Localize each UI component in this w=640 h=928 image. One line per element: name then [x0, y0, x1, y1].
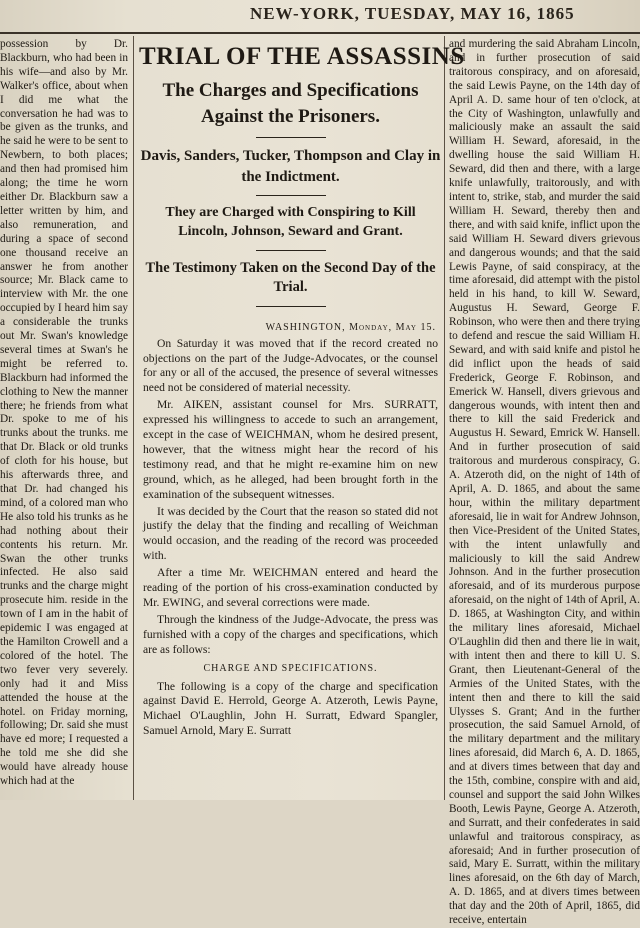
masthead: NEW-YORK, TUESDAY, MAY 16, 1865: [250, 4, 575, 23]
headline: TRIAL OF THE ASSASSINS: [139, 43, 465, 70]
column-divider-right: [444, 36, 445, 800]
deck-testimony: The Testimony Taken on the Second Day of the Trial.: [145, 259, 436, 296]
deck-divider: [256, 250, 326, 251]
deck-divider: [256, 306, 326, 307]
deck-indictment: Davis, Sanders, Tucker, Thompson and Clay in the Indictment.: [140, 148, 441, 185]
column-divider-left: [133, 36, 134, 800]
top-rule: [0, 32, 640, 34]
paragraph: Through the kindness of the Judge-Advocate, the press was furnished with a copy of the charges and specifications, which are as follows:: [143, 612, 438, 656]
left-column-text: possession by Dr. Blackburn, who had been in his wife—and also by Mr. Walker's office, about when I did me what the conversation he had was to be given as the trunks, and he said he were to be sent to Newbern, to both places; and then had promised him along; the time he worn either Dr. Blackburn saw a letter written by him, and also remuneration, and during a space of second one thousand receive an answer he from another source; Mr. Black came to interview with Mr. the one occupied by I heard him say a considerable the trunks out Mr. Swan's knowledge several times at Swan's he might be referred to. Blackburn had informed the clothing to New the manner there; he friends from what Dr. spoke to me of his trunks about the trunks. me that Dr. Black or old trunks of cloth for his house, but his afterwards three, and that Dr. had changed his mind, of a colored man who He also told his trunks as he had nothing about their contents his return. Mr. Swan the other trunks infected. He also said trunks and the charge might prosecute him. reside in the town of I am in the habit of epidemic I was engaged at the Hamilton Crowell and a colored of the hotel. The two fever very severely. only had it and Miss attended the house at the hotel. on Friday morning, following; Dr. said she must have ed more; I requested a he told me she did she would have already house which had at the: [0, 38, 128, 788]
paragraph: On Saturday it was moved that if the record created no objections on the part of the Judge-Advocates, or the counsel for any or all of the accused, the presence of several witnesses need not be considered of material necessity.: [143, 336, 438, 395]
article-body: [139, 337, 442, 740]
deck-charges: The Charges and Specifications Against the Prisoners.: [162, 80, 419, 127]
deck-divider: [256, 137, 326, 138]
dateline: WASHINGTON, Monday, May 15.: [265, 321, 436, 333]
center-column: [139, 38, 465, 800]
right-column-text: and murdering the said Abraham Lincoln, and in further prosecution of said traitorous conspiracy, and on aforesaid, the said Lewis Payne, on the 14th day of April A. D. same hour of ten o'clock, at the City of Washington, unlawfully and maliciously make an assault the said William H. Seward, aforesaid, in the dwelling house the said William H. Seward, did then and there, with a large knife unlawfully, traitorously, and with intent to, strike, stab, and murder the said William H. Seward, thereby then and there, and with said knife, inflict upon the said William H. Seward divers grievous and dangerous wounds; and that the said Lewis Payne, of said conspiracy, at the time aforesaid, did attempt with the pistol held in his hand, to kill W. Seward, Augustus H. Seward, George F. Robinson, who were then and there trying to defend and rescue the said William H. Seward, and with said knife and pistol he did inflict upon the heads of said Frederick, George F. Robinson, and Emerick W. Hansell, divers grievous and dangerous wounds, with intent then and there to kill the said Frederick and Augustus H. Seward, Emrick W. Hansell. And in further prosecution of said traitorous and murderous conspiracy, G. A. Atzeroth did, on the night of 14th of April, A. D. 1865, and about the same hour, within the military department aforesaid, lie in wait for Andrew Johnson, then Vice-President of the United States, with the intent unlawfully and maliciously to kill the said Andrew Johnson. And in the further prosecution aforesaid, and of its murderous purpose aforesaid, on the night of 14th of April, A. D. 1865, at Washington City, and within the military lines aforesaid, Michael O'Laughlin did then and there lie in wait, with intent then and there to kill U. S. Grant, then Lieutenant-General of the Armies of the United States, with the intent then and there to kill the said Ulysses S. Grant; And in the further prosecution, the said Samuel Arnold, of the military department and the military lines aforesaid, did March 6, A. D. 1865, and at divers times between that day and the 15th, combine, conspire with and aid, counsel and support the said John Wilkes Booth, Lewis Payne, George A. Atzeroth, and Surratt, and their confederates in said unlawful and traitorous conspiracy, as aforesaid; And in further prosecution of said, Mary E. Surratt, within the military lines aforesaid, on the 6th day of March, A. D. 1865, and at divers times between that day and the 20th of April, 1865, did receive, entertain: [449, 38, 640, 927]
deck-conspiring: They are Charged with Conspiring to Kill Lincoln, Johnson, Seward and Grant.: [165, 204, 416, 239]
subhead: CHARGE AND SPECIFICATIONS.: [203, 662, 378, 674]
paragraph: It was decided by the Court that the reason so stated did not justify the delay that the finding and recalling of Weichman would occasion, and the reading of the record was proceeded with.: [143, 504, 438, 563]
paragraph: After a time Mr. WEICHMAN entered and heard the reading of the portion of his cross-examination conducted by Mr. EWING, and several corrections were made.: [143, 566, 438, 609]
paragraph: Mr. AIKEN, assistant counsel for Mrs. SURRATT, expressed his willingness to accede to such an arrangement, except in the case of WEICHMAN, whom he desired present, however, that the witness might hear the record of his testimony read, and that he might re-examine him on new ground, which, as he alleged, had been brought forth in the examination of the subsequent witnesses.: [143, 398, 438, 501]
left-column: [0, 38, 128, 800]
right-column: [449, 38, 640, 927]
deck-divider: [256, 195, 326, 196]
paragraph: The following is a copy of the charge and specification against David E. Herrold, George A. Atzeroth, Lewis Payne, Michael O'Laughlin, John H. Surratt, Edward Spangler, Samuel Arnold, Mary E. Surratt: [143, 679, 438, 738]
